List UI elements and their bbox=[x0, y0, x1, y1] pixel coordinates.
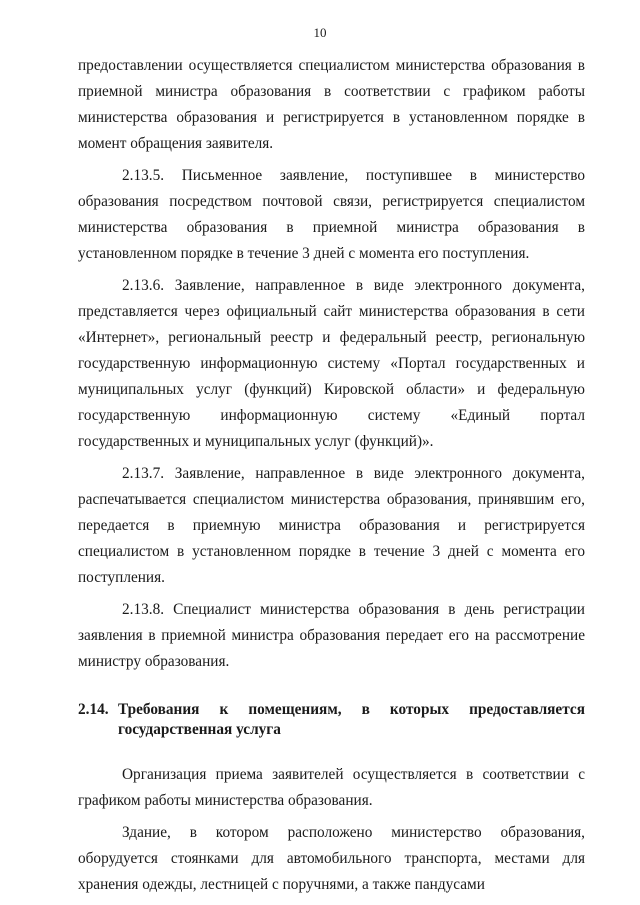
paragraph-2-13-5: 2.13.5. Письменное заявление, поступившее в министерство образования посредством почтовой связи, регистрируется специалистом министерства образования в приемной министра образования в установленном порядке в течение 3 дней с момента его поступления. bbox=[78, 167, 585, 262]
page-number: 10 bbox=[313, 25, 327, 40]
document-body bbox=[78, 53, 585, 898]
paragraph: Организация приема заявителей осуществляется в соответствии с графиком работы министерства образования. bbox=[78, 766, 585, 809]
paragraph-2-13-6: 2.13.6. Заявление, направленное в виде электронного документа, представляется через официальный сайт министерства образования в сети «Интернет», региональный реестр и федеральный реестр, региональную государственную информационную систему «Портал государственных и муниципальных услуг (функций) Кировской области» и федеральную государственную информационную систему «Единый портал государственных и муниципальных услуг (функций)». bbox=[78, 277, 585, 450]
paragraph-2-13-7: 2.13.7. Заявление, направленное в виде электронного документа, распечатывается специалистом министерства образования, принявшим его, передается в приемную министра образования и регистрируется специалистом в установленном порядке в течение 3 дней с момента его поступления. bbox=[78, 465, 585, 586]
paragraphs-before bbox=[78, 53, 585, 675]
section-title: Требования к помещениям, в которых предоставляется государственная услуга bbox=[118, 701, 585, 738]
section-heading bbox=[78, 700, 585, 740]
paragraph: Здание, в котором расположено министерство образования, оборудуется стоянками для автомобильного транспорта, местами для хранения одежды, лестницей с поручнями, а также пандусами bbox=[78, 824, 585, 893]
paragraph-2-13-8: 2.13.8. Специалист министерства образования в день регистрации заявления в приемной министра образования передает его на рассмотрение министру образования. bbox=[78, 601, 585, 670]
paragraphs-after bbox=[78, 762, 585, 898]
section-number: 2.14. bbox=[78, 701, 109, 718]
paragraph: предоставлении осуществляется специалистом министерства образования в приемной министра образования в соответствии с графиком работы министерства образования и регистрируется в установленном порядке в момент обращения заявителя. bbox=[78, 57, 585, 152]
